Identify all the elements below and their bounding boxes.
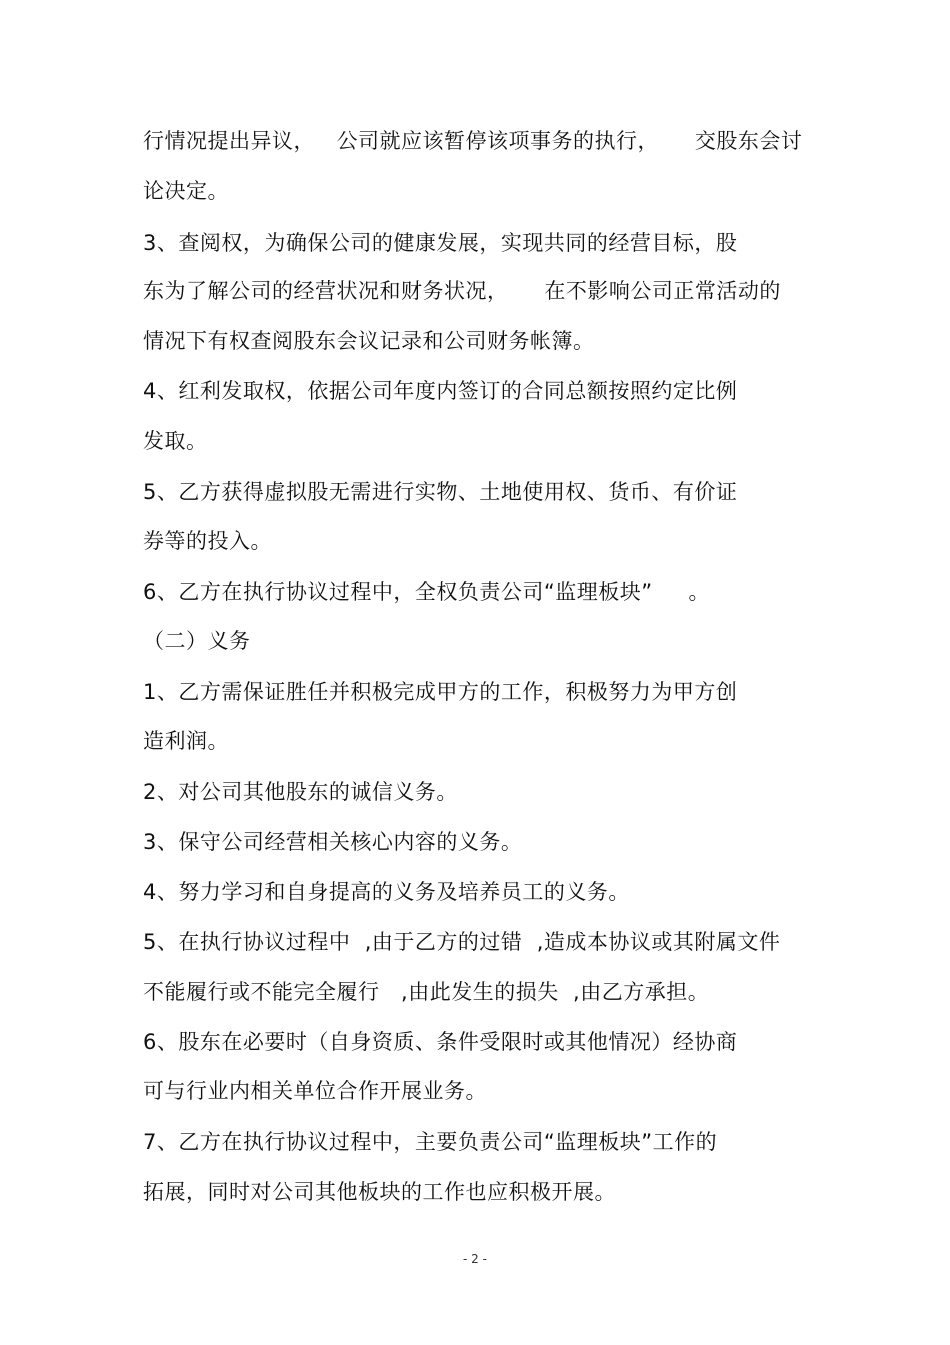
text-line: 发取。: [143, 429, 208, 453]
text-line: 5、在执行协议过程中 ,由于乙方的过错 ,造成本协议或其附属文件: [143, 930, 781, 954]
text-line: 7、乙方在执行协议过程中，主要负责公司“监理板块”工作的: [143, 1130, 718, 1154]
text-line: 券等的投入。: [143, 529, 272, 553]
text-line: 2、对公司其他股东的诚信义务。: [143, 780, 458, 804]
text-line: 论决定。: [143, 179, 229, 203]
text-line: 造利润。: [143, 729, 229, 753]
page-number: - 2 -: [463, 1252, 487, 1266]
text-line: 拓展，同时对公司其他板块的工作也应积极开展。: [143, 1180, 616, 1204]
text-line: 行情况提出异议， 公司就应该暂停该项事务的执行， 交股东会讨: [143, 129, 803, 153]
text-line: 3、保守公司经营相关核心内容的义务。: [143, 830, 523, 854]
text-line: 4、红利发取权，依据公司年度内签订的合同总额按照约定比例: [143, 379, 738, 403]
text-line: 可与行业内相关单位合作开展业务。: [143, 1079, 487, 1103]
text-line: 6、乙方在执行协议过程中，全权负责公司“监理板块” 。: [143, 580, 710, 604]
text-line: 6、股东在必要时（自身资质、条件受限时或其他情况）经协商: [143, 1030, 738, 1054]
text-line: 情况下有权查阅股东会议记录和公司财务帐簿。: [143, 329, 595, 353]
section-heading: （二）义务: [143, 629, 251, 653]
text-line: 4、努力学习和自身提高的义务及培养员工的义务。: [143, 880, 630, 904]
text-line: 3、查阅权，为确保公司的健康发展，实现共同的经营目标，股: [143, 231, 738, 255]
text-line: 不能履行或不能完全履行 ,由此发生的损失 ,由乙方承担。: [143, 980, 710, 1004]
text-line: 东为了解公司的经营状况和财务状况， 在不影响公司正常活动的: [143, 279, 781, 303]
text-line: 5、乙方获得虚拟股无需进行实物、土地使用权、货币、有价证: [143, 480, 738, 504]
text-line: 1、乙方需保证胜任并积极完成甲方的工作，积极努力为甲方创: [143, 680, 738, 704]
